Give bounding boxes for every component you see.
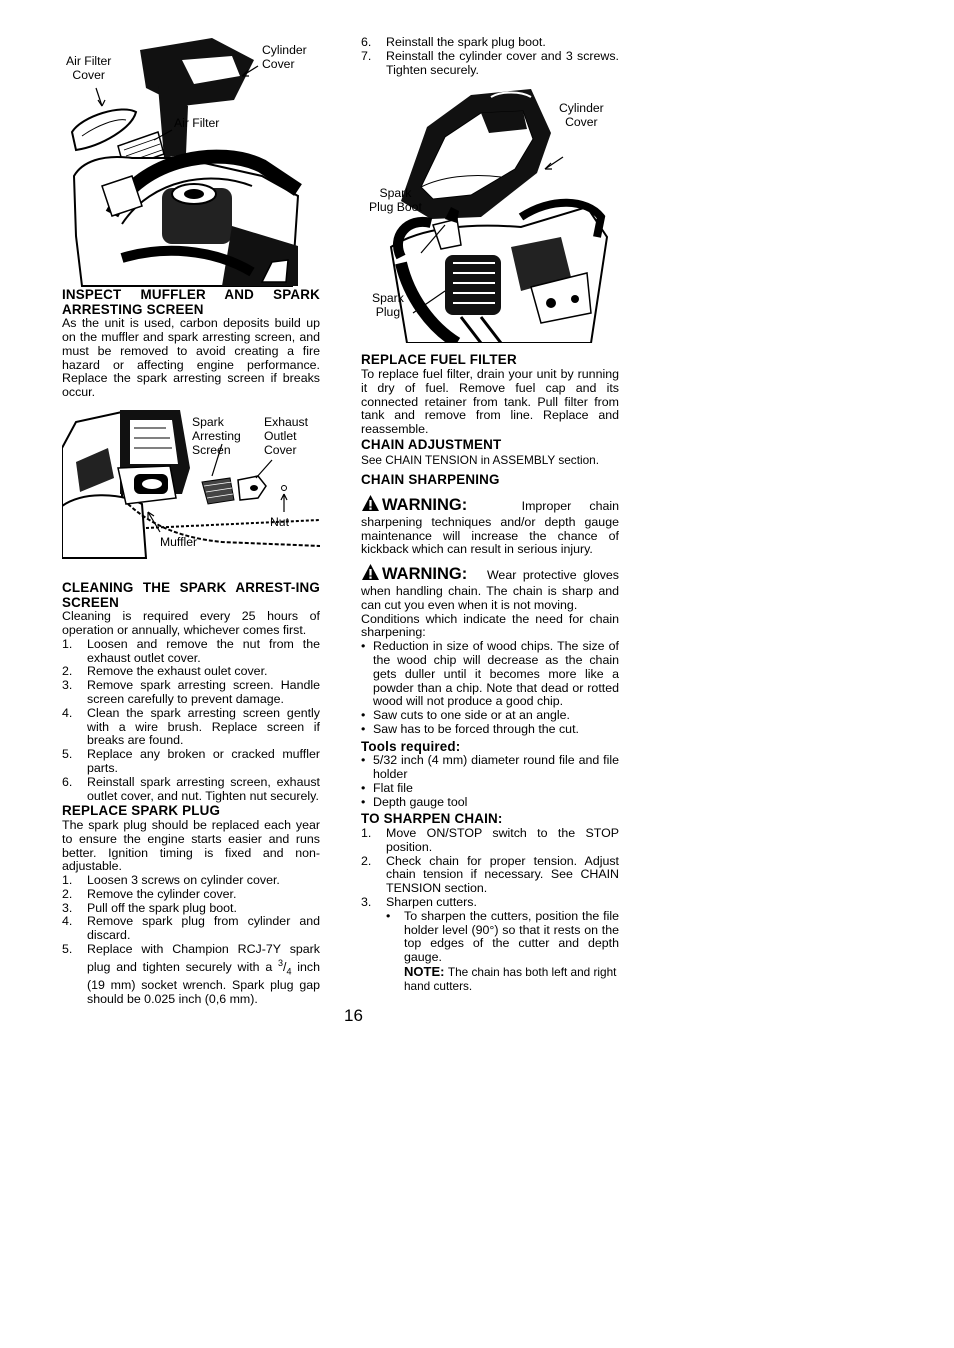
label-nut: Nut [270,514,289,529]
warning-triangle-icon [361,563,380,585]
warning-1 [361,494,619,557]
right-column [361,36,619,994]
label-cylinder-cover-right: Cylinder Cover [559,101,604,130]
replace-plug-steps-continued [361,36,619,77]
list-item: 5. Replace with Champion RCJ-7Y spark plug and tighten securely with a $^3/_4$ inch (19 mm) socket wrench. Spark plug gap should be 0.025 inch (0,6 mm). [62,942,320,1007]
label-spark-plug: Spark Plug [372,291,404,320]
label-air-filter: Air Filter [174,116,220,130]
replace-plug-intro: The spark plug should be replaced each year to ensure the engine starts easier and runs better. Ignition timing is fixed and non-adjustable. [62,817,320,874]
figure-cylinder-cover-diagram [361,77,619,343]
conditions-text: Conditions which indicate the need for chain sharpening: [361,611,619,640]
warning-2-label: WARNING: [382,565,468,584]
figure-air-filter-diagram [62,36,320,288]
list-item: 3. Pull off the spark plug boot. [62,900,237,915]
list-item: • 5/32 inch (4 mm) diameter round file and file holder [361,753,619,782]
cleaning-screen-intro: Cleaning is required every 25 hours of operation or annually, whichever comes first. [62,609,320,637]
cleaning-screen-steps [62,638,320,804]
warning-1-label: WARNING: [382,495,468,514]
list-item: 6. Reinstall the spark plug boot. [361,35,546,49]
label-air-filter-cover: Air Filter Cover [66,54,112,82]
label-muffler: Muffler [160,534,198,549]
list-item: 2. Remove the exhaust oulet cover. [62,664,268,679]
list-item: 1. Loosen and remove the nut from the exhaust outlet cover. [62,636,320,665]
heading-inspect-muffler: INSPECT MUFFLER AND SPARK ARRESTING SCREEN [62,287,320,317]
sharpen-steps [361,827,619,910]
list-item: 4. Remove spark plug from cylinder and discard. [62,914,320,943]
heading-chain-sharpening: CHAIN SHARPENING [361,472,500,488]
list-item: • Reduction in size of wood chips. The size of the wood chip will decrease as the chain gets duller until it becomes more like a powder than a chip. Note that dead or rotted wood will not produce a good chip. [361,639,619,709]
conditions-list [361,640,619,737]
heading-to-sharpen-chain: TO SHARPEN CHAIN: [361,811,503,827]
label-cylinder-cover: Cylinder Cover [262,43,307,71]
list-item: 3. Sharpen cutters. [361,895,477,910]
label-spark-plug-boot: Spark Plug Boot [369,186,422,215]
list-item: 3. Remove spark arresting screen. Handle screen carefully to prevent damage. [62,678,320,706]
left-column [62,36,320,1007]
warning-triangle-icon [361,494,380,516]
list-item: 1. Loosen 3 screws on cylinder cover. [62,873,280,888]
tools-list [361,754,619,809]
replace-plug-steps [62,874,320,943]
heading-replace-spark-plug: REPLACE SPARK PLUG [62,803,221,819]
replace-plug-step-5 [62,943,320,1007]
list-item: • Saw cuts to one side or at an angle. [361,708,570,723]
list-item: • Flat file [361,780,413,795]
warning-2 [361,563,619,612]
label-spark-arresting-screen: Spark Arresting Screen [192,414,241,457]
list-item: 2. Remove the cylinder cover. [62,886,237,901]
warning-2-text: Wear protective gloves when handling chain. The chain is sharp and can cut you even when it is not moving. [361,568,619,612]
fuel-filter-body: To replace fuel filter, drain your unit by running it dry of fuel. Remove fuel cap and its connected retainer from tank. Pull filter from tank and remove from line. Replace and reassemble. [361,366,619,437]
list-item: • Depth gauge tool [361,794,468,809]
list-item: • Saw has to be forced through the cut. [361,721,579,736]
list-item: 1. Move ON/STOP switch to the STOP position. [361,826,619,854]
list-item: 6. Reinstall spark arresting screen, exhaust outlet cover, and nut. Tighten nut securely. [62,774,320,803]
fraction-numerator: 3 [278,957,284,968]
heading-tools-required: Tools required: [361,738,461,754]
figure-muffler-diagram [62,408,320,572]
list-item: 7. Reinstall the cylinder cover and 3 screws. Tighten securely. [361,48,619,77]
list-item: 4. Clean the spark arresting screen gently with a wire brush. Replace screen if breaks are found. [62,705,320,748]
chain-adjustment-body: See CHAIN TENSION in ASSEMBLY section. [361,452,599,467]
sharpen-sub-bullet: • To sharpen the cutters, position the file holder level (90°) so that it rests on the top edges of the cutter and depth gauge. [386,908,619,965]
sharpen-note: NOTE: The chain has both left and right hand cutters. [404,964,617,993]
fraction-denominator: 4 [286,966,292,977]
page-number: 16 [344,1006,363,1025]
list-item: 5. Replace any broken or cracked muffler parts. [62,747,320,775]
warning-1-text: Improper chain sharpening techniques and/or depth gauge maintenance will increase the chance of kickback which can result in serious injury. [361,498,619,557]
inspect-muffler-body: As the unit is used, carbon deposits build up on the muffler and spark arresting screen, and must be removed to avoid creating a fire hazard or affecting engine performance. Replace the spark arresting screen if breaks occur. [62,316,320,400]
heading-chain-adjustment: CHAIN ADJUSTMENT [361,436,502,452]
label-exhaust-outlet-cover: Exhaust Outlet Cover [264,414,309,457]
heading-replace-fuel-filter: REPLACE FUEL FILTER [361,352,517,368]
list-item: 2. Check chain for proper tension. Adjust chain tension if necessary. See CHAIN TENSION section. [361,853,619,896]
heading-cleaning-screen: CLEANING THE SPARK ARREST-ING SCREEN [62,579,320,610]
